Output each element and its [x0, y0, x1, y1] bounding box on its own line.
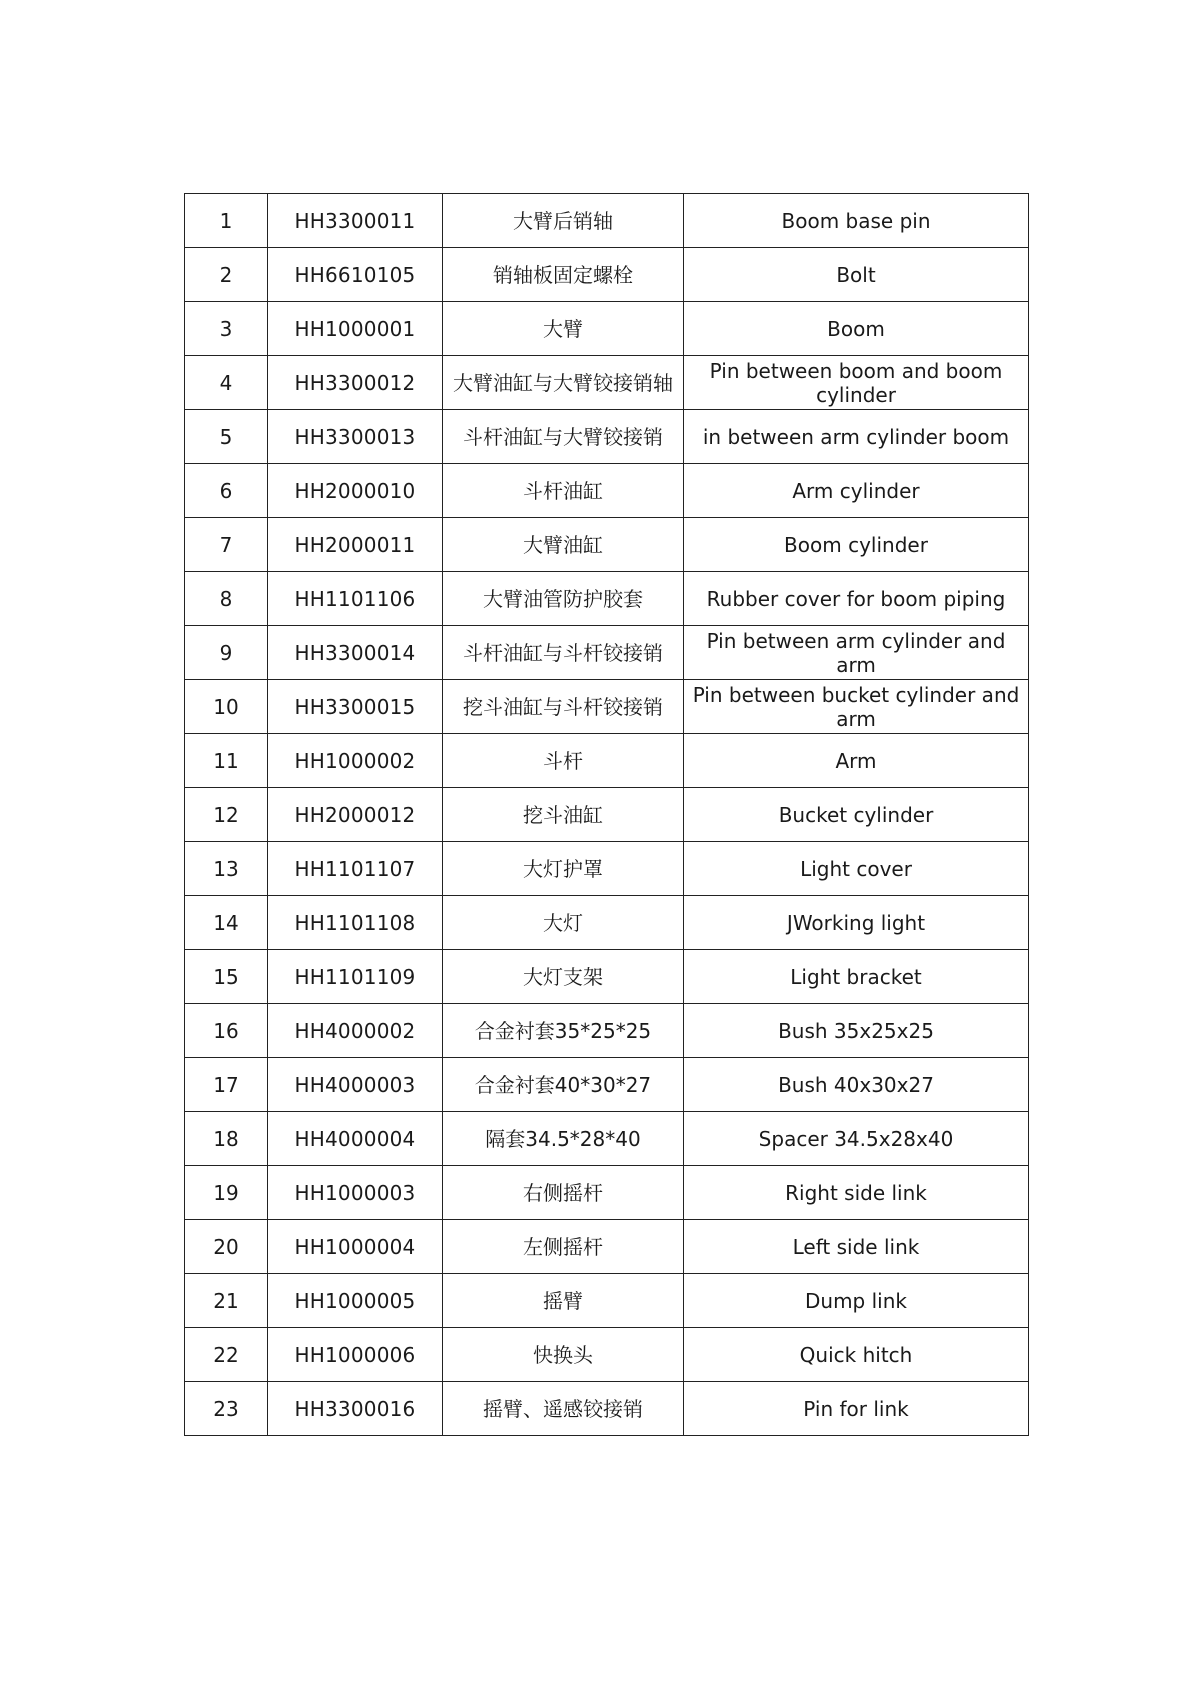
item-number-cell: 7	[185, 518, 268, 572]
english-name-cell: Light cover	[684, 842, 1029, 896]
table-row	[185, 1058, 1029, 1112]
part-code-cell: HH1101109	[268, 950, 443, 1004]
parts-table-body	[185, 194, 1029, 1436]
part-code-cell: HH1000002	[268, 734, 443, 788]
part-code-cell: HH3300012	[268, 356, 443, 410]
english-name-cell: Bush 35x25x25	[684, 1004, 1029, 1058]
chinese-name-cell: 右侧摇杆	[443, 1166, 684, 1220]
english-name-cell: Spacer 34.5x28x40	[684, 1112, 1029, 1166]
table-row	[185, 356, 1029, 410]
chinese-name-cell: 挖斗油缸与斗杆铰接销	[443, 680, 684, 734]
english-name-cell: Quick hitch	[684, 1328, 1029, 1382]
chinese-name-cell: 大臂油管防护胶套	[443, 572, 684, 626]
chinese-name-cell: 大灯支架	[443, 950, 684, 1004]
table-row	[185, 1328, 1029, 1382]
english-name-cell: Pin between arm cylinder and arm	[684, 626, 1029, 680]
english-name-cell: Arm cylinder	[684, 464, 1029, 518]
item-number-cell: 10	[185, 680, 268, 734]
item-number-cell: 17	[185, 1058, 268, 1112]
english-name-cell: Boom cylinder	[684, 518, 1029, 572]
item-number-cell: 11	[185, 734, 268, 788]
item-number-cell: 18	[185, 1112, 268, 1166]
part-code-cell: HH1101106	[268, 572, 443, 626]
chinese-name-cell: 大灯	[443, 896, 684, 950]
part-code-cell: HH4000002	[268, 1004, 443, 1058]
part-code-cell: HH1000005	[268, 1274, 443, 1328]
table-row	[185, 896, 1029, 950]
table-row	[185, 518, 1029, 572]
part-code-cell: HH1000006	[268, 1328, 443, 1382]
english-name-cell: Left side link	[684, 1220, 1029, 1274]
chinese-name-cell: 摇臂	[443, 1274, 684, 1328]
table-row	[185, 626, 1029, 680]
chinese-name-cell: 销轴板固定螺栓	[443, 248, 684, 302]
chinese-name-cell: 快换头	[443, 1328, 684, 1382]
table-row	[185, 734, 1029, 788]
item-number-cell: 23	[185, 1382, 268, 1436]
table-row	[185, 248, 1029, 302]
part-code-cell: HH3300016	[268, 1382, 443, 1436]
item-number-cell: 13	[185, 842, 268, 896]
part-code-cell: HH1000001	[268, 302, 443, 356]
table-row	[185, 464, 1029, 518]
chinese-name-cell: 大臂油缸	[443, 518, 684, 572]
chinese-name-cell: 斗杆油缸与大臂铰接销	[443, 410, 684, 464]
item-number-cell: 8	[185, 572, 268, 626]
chinese-name-cell: 斗杆油缸	[443, 464, 684, 518]
part-code-cell: HH4000004	[268, 1112, 443, 1166]
part-code-cell: HH1000003	[268, 1166, 443, 1220]
english-name-cell: Rubber cover for boom piping	[684, 572, 1029, 626]
english-name-cell: Right side link	[684, 1166, 1029, 1220]
part-code-cell: HH3300015	[268, 680, 443, 734]
chinese-name-cell: 斗杆	[443, 734, 684, 788]
table-row	[185, 1112, 1029, 1166]
part-code-cell: HH3300013	[268, 410, 443, 464]
table-row	[185, 410, 1029, 464]
item-number-cell: 15	[185, 950, 268, 1004]
table-row	[185, 194, 1029, 248]
parts-table	[184, 193, 1029, 1436]
item-number-cell: 1	[185, 194, 268, 248]
chinese-name-cell: 左侧摇杆	[443, 1220, 684, 1274]
english-name-cell: Bush 40x30x27	[684, 1058, 1029, 1112]
chinese-name-cell: 隔套34.5*28*40	[443, 1112, 684, 1166]
table-row	[185, 1220, 1029, 1274]
english-name-cell: Pin between bucket cylinder and arm	[684, 680, 1029, 734]
table-row	[185, 1274, 1029, 1328]
item-number-cell: 20	[185, 1220, 268, 1274]
part-code-cell: HH1101108	[268, 896, 443, 950]
table-row	[185, 572, 1029, 626]
table-row	[185, 842, 1029, 896]
item-number-cell: 4	[185, 356, 268, 410]
table-row	[185, 302, 1029, 356]
english-name-cell: Arm	[684, 734, 1029, 788]
chinese-name-cell: 大灯护罩	[443, 842, 684, 896]
item-number-cell: 22	[185, 1328, 268, 1382]
part-code-cell: HH6610105	[268, 248, 443, 302]
item-number-cell: 16	[185, 1004, 268, 1058]
item-number-cell: 6	[185, 464, 268, 518]
chinese-name-cell: 合金衬套35*25*25	[443, 1004, 684, 1058]
english-name-cell: Pin for link	[684, 1382, 1029, 1436]
chinese-name-cell: 斗杆油缸与斗杆铰接销	[443, 626, 684, 680]
english-name-cell: Boom	[684, 302, 1029, 356]
part-code-cell: HH1000004	[268, 1220, 443, 1274]
chinese-name-cell: 大臂油缸与大臂铰接销轴	[443, 356, 684, 410]
part-code-cell: HH2000012	[268, 788, 443, 842]
item-number-cell: 9	[185, 626, 268, 680]
english-name-cell: in between arm cylinder boom	[684, 410, 1029, 464]
item-number-cell: 3	[185, 302, 268, 356]
english-name-cell: Light bracket	[684, 950, 1029, 1004]
table-row	[185, 950, 1029, 1004]
item-number-cell: 21	[185, 1274, 268, 1328]
part-code-cell: HH4000003	[268, 1058, 443, 1112]
part-code-cell: HH2000010	[268, 464, 443, 518]
chinese-name-cell: 摇臂、遥感铰接销	[443, 1382, 684, 1436]
english-name-cell: JWorking light	[684, 896, 1029, 950]
part-code-cell: HH3300011	[268, 194, 443, 248]
chinese-name-cell: 大臂	[443, 302, 684, 356]
chinese-name-cell: 合金衬套40*30*27	[443, 1058, 684, 1112]
item-number-cell: 2	[185, 248, 268, 302]
item-number-cell: 12	[185, 788, 268, 842]
table-row	[185, 680, 1029, 734]
english-name-cell: Boom base pin	[684, 194, 1029, 248]
part-code-cell: HH1101107	[268, 842, 443, 896]
item-number-cell: 14	[185, 896, 268, 950]
part-code-cell: HH3300014	[268, 626, 443, 680]
chinese-name-cell: 大臂后销轴	[443, 194, 684, 248]
english-name-cell: Dump link	[684, 1274, 1029, 1328]
chinese-name-cell: 挖斗油缸	[443, 788, 684, 842]
item-number-cell: 19	[185, 1166, 268, 1220]
english-name-cell: Bolt	[684, 248, 1029, 302]
table-row	[185, 788, 1029, 842]
english-name-cell: Bucket cylinder	[684, 788, 1029, 842]
item-number-cell: 5	[185, 410, 268, 464]
english-name-cell: Pin between boom and boom cylinder	[684, 356, 1029, 410]
table-row	[185, 1166, 1029, 1220]
table-row	[185, 1004, 1029, 1058]
table-row	[185, 1382, 1029, 1436]
part-code-cell: HH2000011	[268, 518, 443, 572]
